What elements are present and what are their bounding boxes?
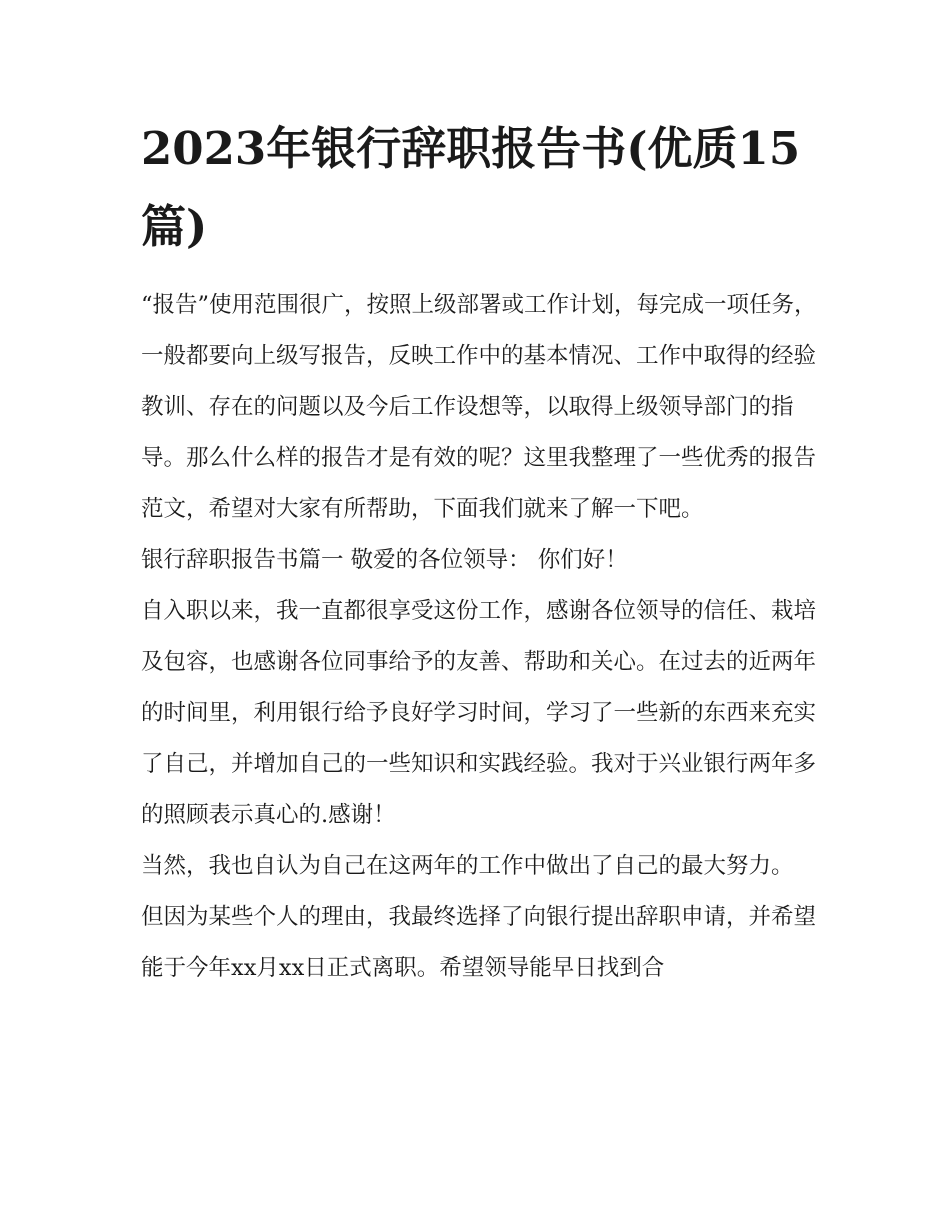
document-page [141, 110, 821, 994]
paragraph-resignation: 但因为某些个人的理由，我最终选择了向银行提出辞职申请，并希望能于今年xx月xx日正式离职。希望领导能早日找到合 [141, 904, 817, 981]
paragraph-effort: 当然，我也自认为自己在这两年的工作中做出了自己的最大努力。 [141, 853, 794, 879]
paragraph-gratitude: 自入职以来，我一直都很享受这份工作，感谢各位领导的信任、栽培及包容，也感谢各位同事给予的友善、帮助和关心。在过去的近两年的时间里，利用银行给予良好学习时间，学习了一些新的东西来充实了自己，并增加自己的一些知识和实践经验。我对于兴业银行两年多的照顾表示真心的.感谢！ [141, 598, 817, 828]
document-title: 2023年银行辞职报告书(优质15篇) [141, 122, 801, 253]
paragraph-salutation: 银行辞职报告书篇一 敬爱的各位领导： 你们好！ [141, 547, 628, 573]
paragraph-intro: “报告”使用范围很广，按照上级部署或工作计划，每完成一项任务，一般都要向上级写报告，反映工作中的基本情况、工作中取得的经验教训、存在的问题以及今后工作设想等，以取得上级领导部门的指导。那么什么样的报告才是有效的呢？这里我整理了一些优秀的报告范文，希望对大家有所帮助，下面我们就来了解一下吧。 [141, 292, 817, 522]
document-body [141, 280, 821, 994]
